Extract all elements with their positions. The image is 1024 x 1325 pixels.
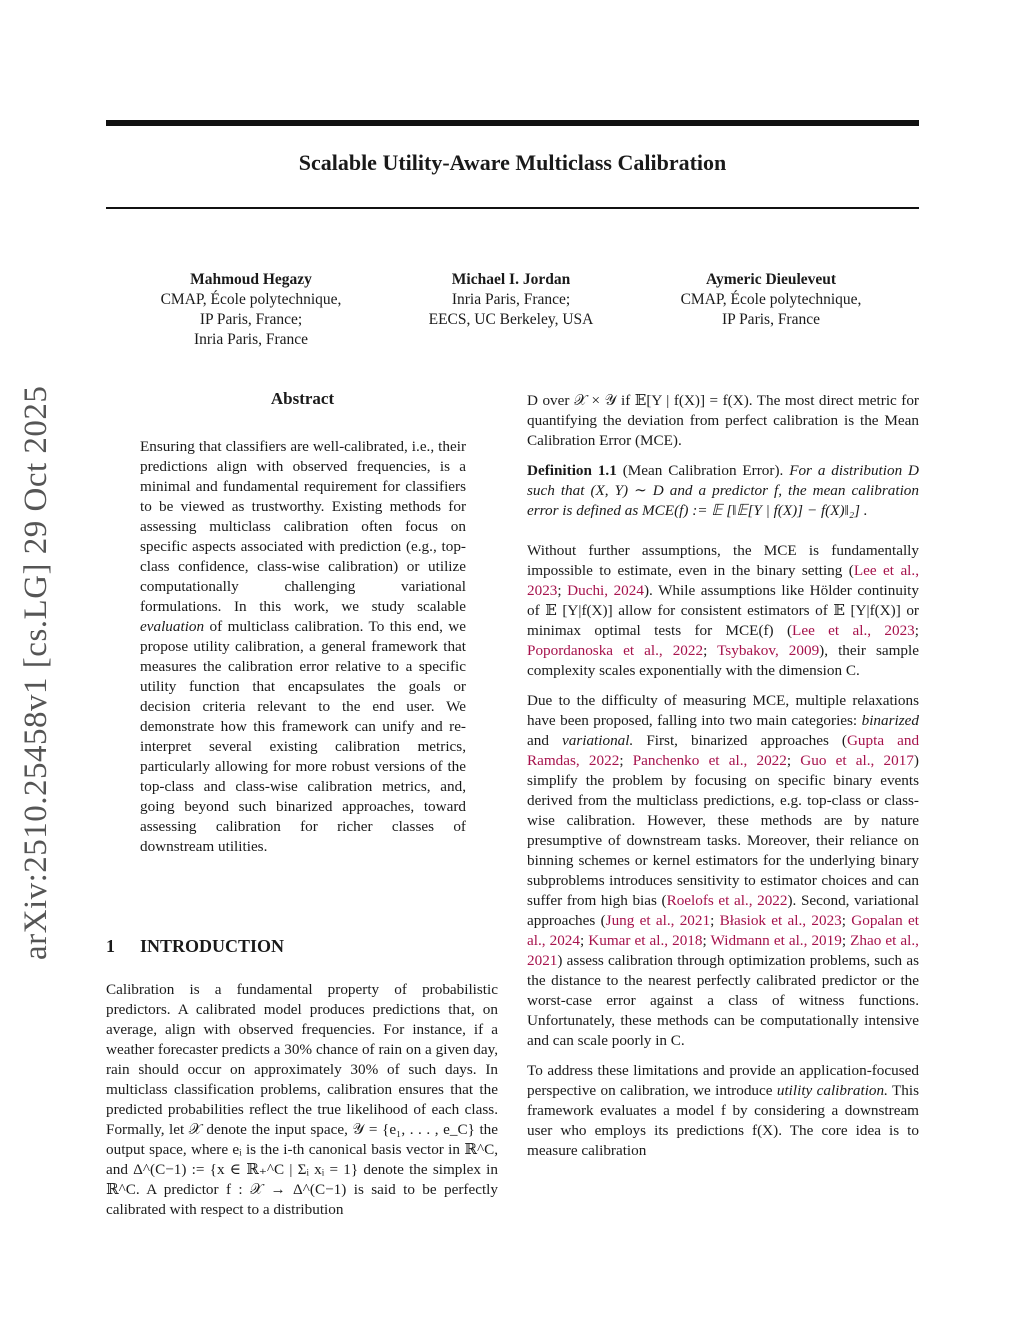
citation-link[interactable]: Gupta and Ramdas, 2022 <box>527 732 920 769</box>
citation-link[interactable]: Kumar et al., 2018 <box>588 932 703 949</box>
citation-link[interactable]: Błasiok et al., 2023 <box>719 912 842 929</box>
citation-link[interactable]: Gopalan et al., 2024 <box>527 912 919 949</box>
author-block-2 <box>391 270 631 330</box>
citation-link[interactable]: Lee et al., 2023 <box>527 562 919 599</box>
text: ). While assumptions like Hölder continuity of 𝔼 [Y|f(X)] allow for consistent estimators of 𝔼 [Y|f(X)] or minimax optimal tests for MCE(f) ( <box>527 582 919 639</box>
paper-title: Scalable Utility-Aware Multiclass Calibration <box>298 150 727 175</box>
citation-link[interactable]: Jung et al., 2021 <box>605 912 711 929</box>
title-rule-bottom <box>106 207 919 209</box>
citation-link[interactable]: Panchenko et al., 2022 <box>632 752 787 769</box>
text: This framework evaluates a model f by considering a downstream user who employs its predictions f(X). The core idea is to measure calibration <box>527 1082 920 1159</box>
section-heading <box>106 936 284 957</box>
section-title: INTRODUCTION <box>140 936 285 956</box>
author-affiliation: Inria Paris, France <box>193 331 309 348</box>
abstract-body <box>140 437 466 867</box>
text: Due to the difficulty of measuring MCE, multiple relaxations have been proposed, falling into two main categories: <box>527 692 919 729</box>
text: To address these limitations and provide an application-focused perspective on calibration, we introduce <box>527 1062 919 1099</box>
definition-text: For a distribution D such that (X, Y) ∼ D and a predictor f, the mean calibration error is defined as MCE(f) := 𝔼 [‖𝔼[Y | f(X)] − f(X)‖₂] . <box>527 462 920 519</box>
text: ) simplify the problem by focusing on specific binary events derived from the multiclass predictions, e.g. top-class or class-wise calibration. However, these methods are by nature presumptive of downstream tasks. Moreover, their reliance on binning schemes or kernel estimators for the underlying binary subproblems introduces sensitivity to estimator choices and can suffer from high bias ( <box>527 752 919 909</box>
abstract-heading: Abstract <box>270 389 335 408</box>
author-affiliation: CMAP, École polytechnique, <box>160 291 342 308</box>
author-affiliation: EECS, UC Berkeley, USA <box>428 311 594 328</box>
citation-link[interactable]: Guo et al., 2017 <box>800 752 914 769</box>
text: and <box>527 732 549 749</box>
abstract-emphasis: evaluation <box>140 618 205 635</box>
right-column <box>527 391 919 1171</box>
right-paragraph: Without further assumptions, the MCE is fundamentally impossible to estimate, even in the binary setting (Lee et al., 2023; Duchi, 2024). While assumptions like Hölder continuity of 𝔼 [Y|f(X)] allow for consistent estimators of 𝔼 [Y|f(X)] or minimax optimal tests for MCE(f) (Lee et al., 2023; Popordanoska et al., 2022; Tsybakov, 2009), their sample complexity scales exponentially with the dimension C. <box>527 542 920 679</box>
author-affiliation: CMAP, École polytechnique, <box>680 291 862 308</box>
right-paragraph: Due to the difficulty of measuring MCE, multiple relaxations have been proposed, falling into two main categories: binarized and variational. First, binarized approaches (Gupta and Ramdas, 2022; Panchenko et al., 2022; Guo et al., 2017) simplify the problem by focusing on specific binary events derived from the multiclass predictions, e.g. top-class or class-wise calibration. However, these methods are by nature presumptive of downstream tasks. Moreover, their reliance on binning schemes or kernel estimators for the underlying binary subproblems introduces sensitivity to estimator choices and can suffer from high bias (Roelofs et al., 2022). Second, variational approaches (Jung et al., 2021; Błasiok et al., 2023; Gopalan et al., 2024; Kumar et al., 2018; Widmann et al., 2019; Zhao et al., 2021) assess calibration through optimization problems, such as the distance to the nearest perfectly calibrated predictor or the worst-case error against a class of witness functions. Unfortunately, these methods can be computationally intensive and can scale poorly in C. <box>527 692 920 1049</box>
citation-link[interactable]: Zhao et al., 2021 <box>527 932 919 969</box>
text: Without further assumptions, the MCE is fundamentally impossible to estimate, even in the binary setting ( <box>527 542 919 579</box>
intro-paragraph: Calibration is a fundamental property of probabilistic predictors. A calibrated model produces predictions that, on average, align with observed frequencies. For instance, if a weather forecaster predicts a 30% chance of rain on a given day, rain should occur on approximately 30% of such days. In multiclass classification problems, calibration ensures that the predicted probabilities reflect the true likelihood of each class. Formally, let 𝒳 denote the input space, 𝒴 = {e₁, . . . , e_C} the output space, where eᵢ is the i-th canonical basis vector in ℝ^C, and Δ^(C−1) := {x ∈ ℝ₊^C | Σᵢ xᵢ = 1} denote the simplex in ℝ^C. A predictor f : 𝒳 → Δ^(C−1) is said to be perfectly calibrated with respect to a distribution <box>106 981 498 1218</box>
author-name: Michael I. Jordan <box>451 271 571 288</box>
section-number: 1 <box>106 936 115 956</box>
text: ). Second, variational approaches ( <box>527 892 919 929</box>
author-name: Aymeric Dieuleveut <box>705 271 837 288</box>
abstract-paragraph <box>140 437 466 857</box>
definition-name: (Mean Calibration Error). <box>622 462 784 479</box>
author-affiliation: Inria Paris, France; <box>451 291 571 308</box>
definition-block <box>527 461 919 521</box>
citation-link[interactable]: Duchi, 2024 <box>567 582 644 599</box>
abstract-text: Ensuring that classifiers are well-calibrated, i.e., their predictions align with observed frequencies, is a minimal and fundamental requirement for classifiers to be viewed as trustworthy. Existing methods for assessing multiclass calibration often focus on specific aspects associated with prediction (e.g., top-class confidence, class-wise calibration) or utilize computationally challenging variational formulations. In this work, we study scalable <box>140 438 466 615</box>
author-block-3 <box>651 270 891 330</box>
emphasis: variational. <box>561 732 634 749</box>
citation-link[interactable]: Popordanoska et al., 2022 <box>527 642 704 659</box>
citation-link[interactable]: Widmann et al., 2019 <box>710 932 842 949</box>
abstract-text: of multiclass calibration. To this end, we propose utility calibration, a general framework that measures the calibration error relative to a specific utility function that encapsulates the goals or decision criteria relevant to the end user. We demonstrate how this framework can unify and re-interpret several existing calibration metrics, particularly allowing for more robust versions of the top-class and class-wise calibration metrics, and, going beyond such binarized approaches, toward assessing calibration for richer classes of downstream utilities. <box>140 618 467 855</box>
author-name: Mahmoud Hegazy <box>190 271 312 288</box>
author-affiliation: IP Paris, France <box>721 311 820 328</box>
emphasis: utility calibration. <box>776 1082 888 1099</box>
citation-link[interactable]: Lee et al., 2023 <box>792 622 915 639</box>
author-affiliation: IP Paris, France; <box>199 311 303 328</box>
intro-left-column <box>106 980 498 1230</box>
title-rule-top <box>106 120 919 126</box>
arxiv-sidebar-stamp: arXiv:2510.25458v1 [cs.LG] 29 Oct 2025 <box>18 385 54 960</box>
citation-link[interactable]: Roelofs et al., 2022 <box>666 892 788 909</box>
right-paragraph <box>527 1061 919 1161</box>
right-paragraph: D over 𝒳 × 𝒴 if 𝔼[Y | f(X)] = f(X). The most direct metric for quantifying the deviation from perfect calibration is the Mean Calibration Error (MCE). <box>527 392 919 449</box>
emphasis: binarized <box>861 712 919 729</box>
text: ) assess calibration through optimization problems, such as the distance to the nearest perfectly calibrated predictor or the worst-case error against a class of witness functions. Unfortunately, these methods can be computationally intensive and can scale poorly in C. <box>527 952 919 1049</box>
citation-link[interactable]: Tsybakov, 2009 <box>717 642 820 659</box>
author-block-1 <box>131 270 371 350</box>
text: First, binarized approaches ( <box>646 732 847 749</box>
definition-label: Definition 1.1 <box>527 462 617 479</box>
text: ), their sample complexity scales exponentially with the dimension C. <box>527 642 919 679</box>
